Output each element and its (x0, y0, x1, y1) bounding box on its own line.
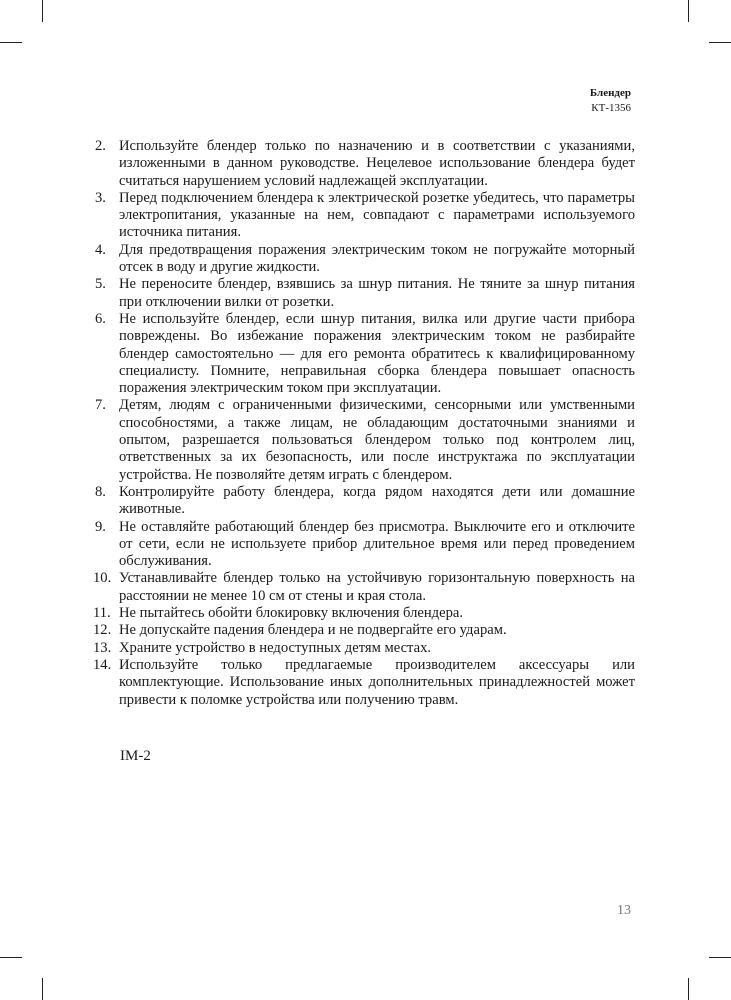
list-item (95, 605, 635, 622)
header-title: Блендер (589, 87, 631, 99)
crop-mark-bottom-right-v (688, 978, 689, 1000)
item-number: 11. (93, 605, 111, 622)
list-item (95, 640, 635, 657)
item-number: 2. (95, 138, 106, 154)
item-text: Не пытайтесь обойти блокировку включения блендера. (119, 605, 464, 622)
crop-mark-bottom-left-v (42, 978, 43, 1000)
item-number: 14. (93, 656, 112, 673)
item-number: 9. (95, 518, 106, 535)
item-text: Используйте блендер только по назначению и в соответствии с указаниями, изложенными в данном руководстве. Нецелевое использование блендера будет считаться нарушением условий надлежащей эксплуатации. (119, 138, 635, 189)
crop-mark-bottom-right-h (709, 957, 731, 958)
list-item (95, 311, 635, 397)
document-code: IM-2 (120, 748, 151, 764)
item-number: 7. (95, 397, 106, 414)
item-number: 5. (95, 276, 106, 293)
list-item (95, 657, 635, 709)
list-item (95, 622, 635, 639)
item-text: Не переносите блендер, взявшись за шнур питания. Не тяните за шнур питания при отключении вилки от розетки. (119, 276, 635, 310)
list-item (95, 397, 635, 483)
crop-mark-top-right-v (688, 0, 689, 22)
item-number: 8. (95, 483, 106, 500)
item-text: Детям, людям с ограниченными физическими, сенсорными или умственными способностями, а также лицам, не обладающим достаточными знаниями и опытом, разрешается пользоваться блендером только под контролем лиц, ответственных за их безопасность, или после инструктажа по эксплуатации устройства. Не позволяйте детям играть с блендером. (119, 397, 635, 483)
item-text: Устанавливайте блендер только на устойчивую горизонтальную поверхность на расстоянии не менее 10 см от стены и края стола. (119, 570, 635, 604)
list-item (95, 484, 635, 519)
crop-mark-top-right-h (709, 42, 731, 43)
item-number: 6. (95, 310, 106, 327)
item-text: Не оставляйте работающий блендер без присмотра. Выключите его и отключите от сети, если не используете прибор длительное время или перед проведением обслуживания. (119, 518, 635, 570)
page-number: 13 (617, 903, 631, 918)
page-header (590, 86, 631, 116)
crop-mark-bottom-left-h (0, 957, 22, 958)
item-text: Контролируйте работу блендера, когда рядом находятся дети или домашние животные. (119, 483, 635, 518)
safety-instructions-list (95, 138, 635, 709)
crop-mark-top-left-h (0, 42, 22, 43)
item-text: Используйте только предлагаемые производителем аксессуары или комплектующие. Использование иных дополнительных принадлежностей может привести к поломке устройства или получению травм. (119, 656, 635, 708)
item-text: Не используйте блендер, если шнур питания, вилка или другие части прибора повреждены. Во избежание поражения электрическим током не разбирайте блендер самостоятельно — для его ремонта обратитесь к квалифицированному специалисту. Помните, неправильная сборка блендера повышает опасность поражения электрическим током при эксплуатации. (119, 310, 635, 397)
list-item (95, 519, 635, 571)
item-text: Храните устройство в недоступных детям местах. (119, 639, 432, 656)
list-item (95, 570, 635, 605)
item-text: Не допускайте падения блендера и не подвергайте его ударам. (119, 622, 507, 639)
crop-mark-top-left-v (42, 0, 43, 22)
item-number: 3. (95, 189, 106, 206)
list-item (95, 190, 635, 242)
item-number: 4. (95, 241, 106, 258)
list-item (95, 242, 635, 277)
item-number: 10. (93, 570, 112, 587)
list-item (95, 276, 635, 311)
item-text: Перед подключением блендера к электрической розетке убедитесь, что параметры электропитания, указанные на нем, совпадают с параметрами используемого источника питания. (119, 189, 635, 241)
list-item (95, 138, 635, 190)
item-number: 12. (93, 622, 112, 639)
header-model: КТ-1356 (591, 102, 631, 114)
item-number: 13. (93, 639, 112, 656)
item-text: Для предотвращения поражения электрическим током не погружайте моторный отсек в воду и другие жидкости. (119, 241, 635, 276)
